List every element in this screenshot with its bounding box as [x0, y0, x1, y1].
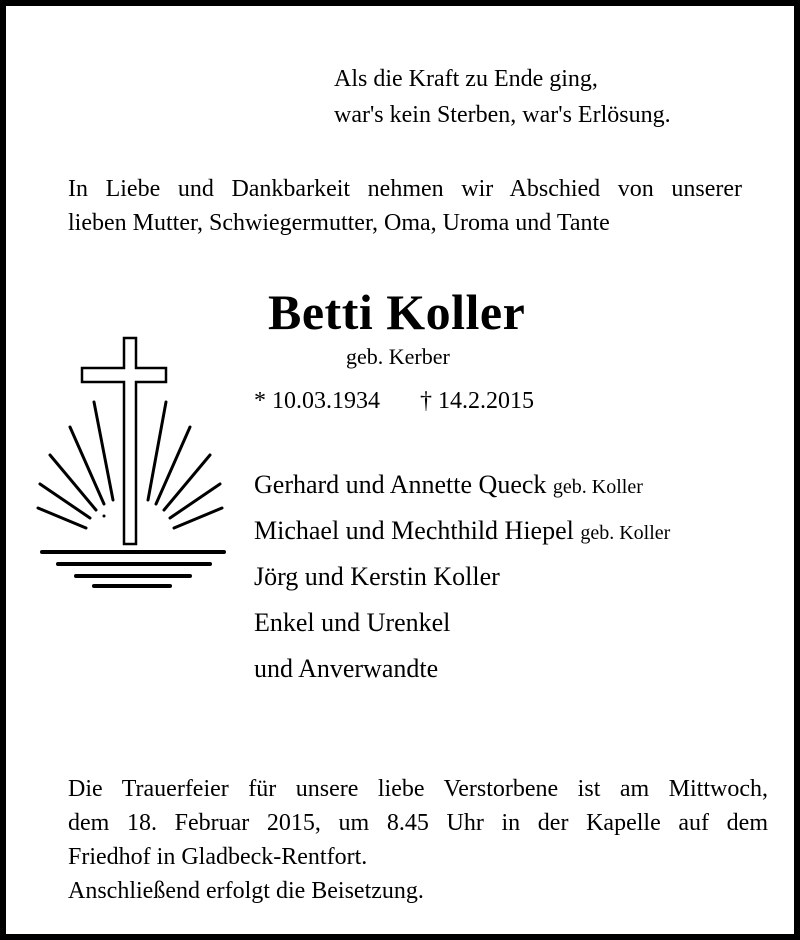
family-line-2: [254, 514, 670, 550]
family-note-1: geb. Koller: [552, 476, 643, 498]
motto-line-2: war's kein Sterben, war's Erlösung.: [334, 102, 671, 128]
notice-line-1: Die Trauerfeier für unsere liebe Verstorbene ist am Mittwoch,: [68, 776, 768, 802]
family-line-3: Jörg und Kerstin Koller: [254, 562, 500, 591]
cross-icon: [82, 338, 166, 544]
family-names-2: Michael und Mechthild Hiepel: [254, 516, 574, 545]
family-line-1: [254, 468, 643, 504]
family-note-2: geb. Koller: [580, 522, 671, 544]
intro-line-2: lieben Mutter, Schwiegermutter, Oma, Uroma und Tante: [68, 210, 610, 236]
birth-date: * 10.03.1934: [254, 388, 380, 414]
notice-line-2: dem 18. Februar 2015, um 8.45 Uhr in der Kapelle auf dem: [68, 810, 768, 836]
water-lines-icon: [42, 552, 224, 586]
funeral-notice: [68, 772, 768, 908]
intro-text: [68, 172, 742, 240]
deceased-name: Betti Koller: [268, 284, 526, 340]
family-names-1: Gerhard und Annette Queck: [254, 470, 547, 499]
family-line-5: und Anverwandte: [254, 654, 439, 683]
cross-sunrise-icon: [34, 332, 234, 592]
intro-line-1: In Liebe und Dankbarkeit nehmen wir Abschied von unserer: [68, 176, 742, 202]
notice-line-4: Anschließend erfolgt die Beisetzung.: [68, 878, 424, 904]
notice-line-3: Friedhof in Gladbeck-Rentfort.: [68, 844, 368, 870]
death-date: † 14.2.2015: [420, 388, 534, 414]
motto-line-1: Als die Kraft zu Ende ging,: [334, 66, 598, 92]
family-line-4: Enkel und Urenkel: [254, 608, 451, 637]
life-dates: [254, 386, 534, 416]
birth-name: geb. Kerber: [346, 344, 450, 369]
